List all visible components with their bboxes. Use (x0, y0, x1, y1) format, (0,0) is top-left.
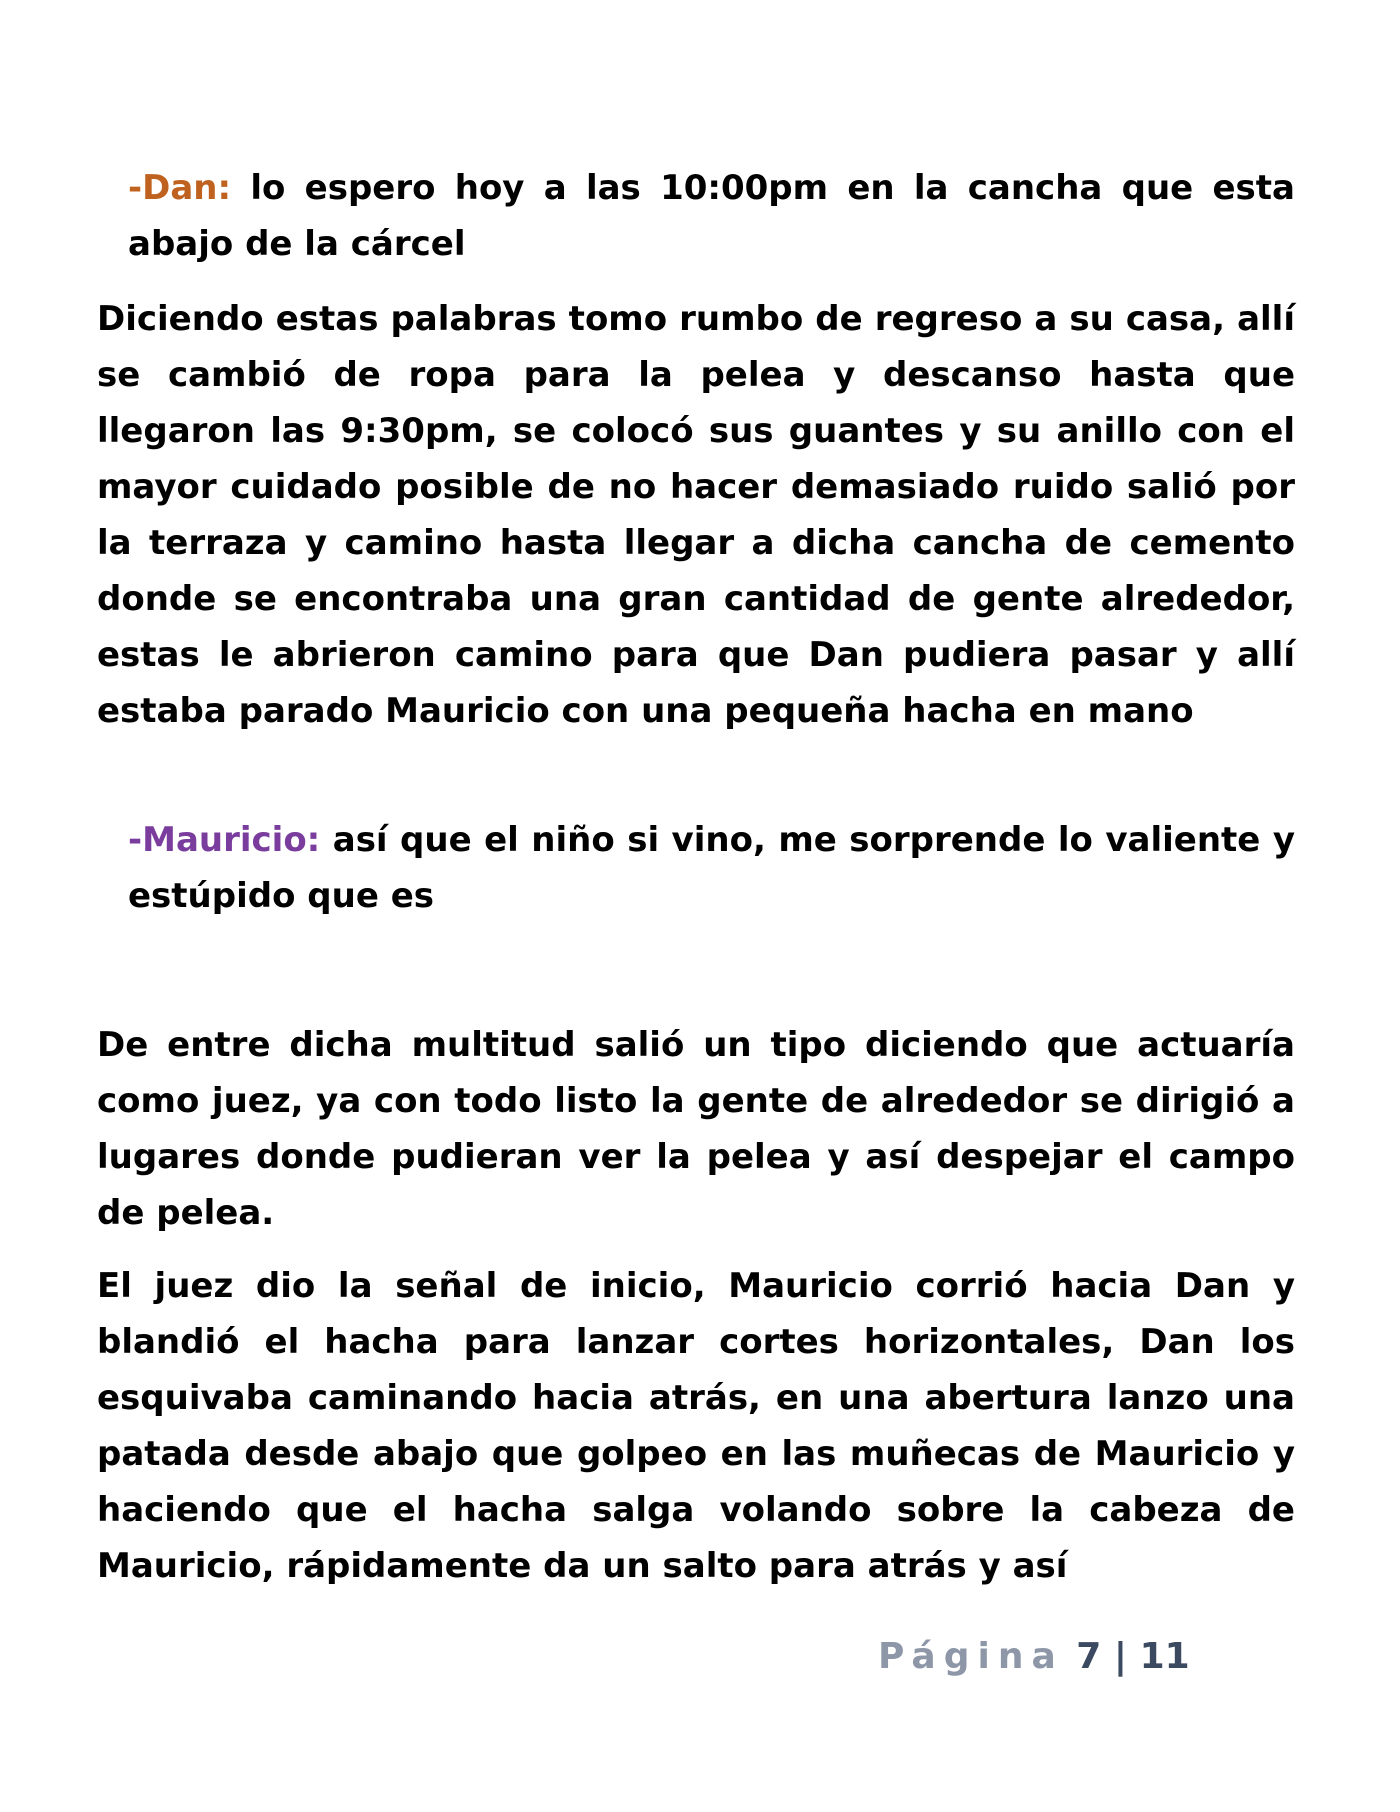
dialogue-dan (128, 160, 1295, 272)
page-separator: | (1113, 1636, 1128, 1677)
dialogue-text: así que el niño si vino, me sorprende lo valiente y estúpido que es (128, 820, 1295, 916)
page-total: 11 (1139, 1636, 1190, 1677)
page-label: Página (878, 1636, 1064, 1677)
dialogue-text: lo espero hoy a las 10:00pm en la cancha que esta abajo de la cárcel (128, 168, 1295, 264)
narrative-paragraph: El juez dio la señal de inicio, Mauricio corrió hacia Dan y blandió el hacha para lanzar cortes horizontales, Dan los esquivaba caminando hacia atrás, en una abertura lanzo una patada desde abajo que golpeo en las muñecas de Mauricio y haciendo que el hacha salga volando sobre la cabeza de Mauricio, rápidamente da un salto para atrás y así (97, 1266, 1295, 1586)
dialogue-mauricio (128, 812, 1295, 924)
narrative-paragraph: Diciendo estas palabras tomo rumbo de regreso a su casa, allí se cambió de ropa para la pelea y descanso hasta que llegaron las 9:30pm, se colocó sus guantes y su anillo con el mayor cuidado posible de no hacer demasiado ruido salió por la terraza y camino hasta llegar a dicha cancha de cemento donde se encontraba una gran cantidad de gente alrededor, estas le abrieron camino para que Dan pudiera pasar y allí estaba parado Mauricio con una pequeña hacha en mano (97, 299, 1295, 731)
page-footer (878, 1632, 1198, 1682)
narrative-paragraph: De entre dicha multitud salió un tipo diciendo que actuaría como juez, ya con todo listo la gente de alrededor se dirigió a lugares donde pudieran ver la pelea y así despejar el campo de pelea. (97, 1025, 1295, 1233)
speaker-name-dan: -Dan: (128, 168, 232, 208)
speaker-name-mauricio: -Mauricio: (128, 820, 321, 860)
page-number: 7 (1076, 1636, 1102, 1677)
